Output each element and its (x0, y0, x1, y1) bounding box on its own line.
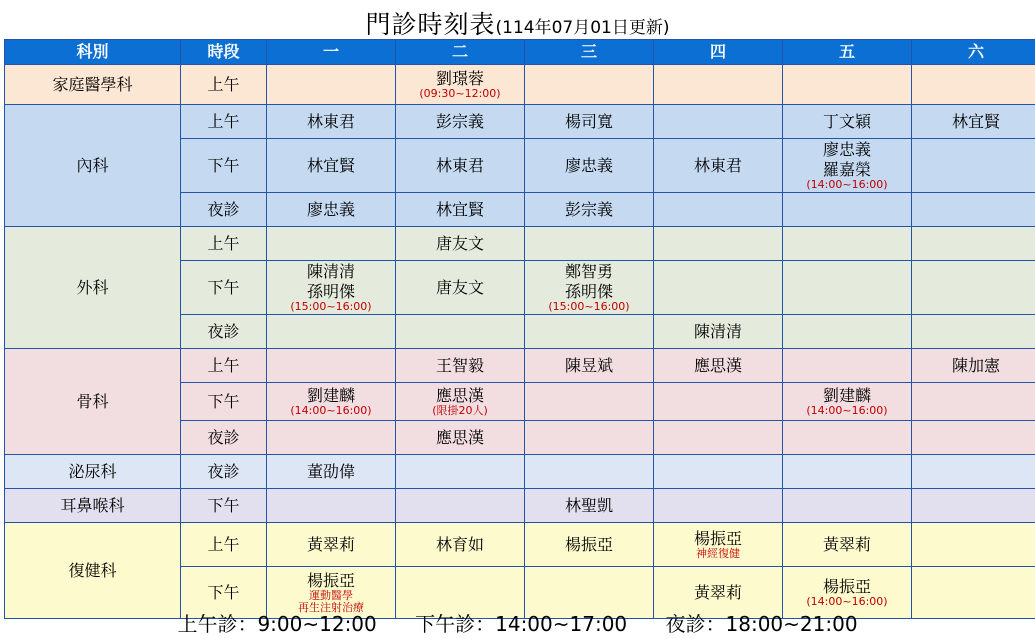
period-cell: 上午 (181, 65, 267, 105)
slot-cell-sat (912, 383, 1035, 421)
hours-afternoon: 下午診：14:00~17:00 (415, 612, 628, 636)
doctor-name: 林宜賢 (951, 111, 1000, 131)
slot-cell-wed (525, 227, 654, 261)
slot-cell-fri (783, 105, 912, 139)
slot-note: (15:00~16:00) (548, 299, 630, 313)
slot-cell-wed (525, 65, 654, 105)
doctor-name: 黃翠莉 (822, 534, 871, 554)
dept-name-cell: 耳鼻喉科 (5, 489, 181, 523)
slot-cell-wed (525, 315, 654, 349)
slot-cell-wed (525, 349, 654, 383)
hours-morning: 上午診：9:00~12:00 (177, 612, 377, 636)
clinic-hours-footer (0, 608, 1035, 637)
slot-cell-sat (912, 261, 1035, 315)
doctor-name: 黃翠莉 (693, 582, 742, 602)
doctor-name: 羅嘉榮 (822, 159, 871, 179)
doctor-name: 唐友文 (435, 277, 484, 297)
doctor-name: 楊司寬 (564, 111, 613, 131)
slot-cell-mon (267, 455, 396, 489)
slot-cell-fri (783, 383, 912, 421)
period-cell: 下午 (181, 139, 267, 193)
doctor-name: 林宜賢 (306, 155, 355, 175)
doctor-name: 廖忠義 (822, 139, 871, 159)
slot-cell-wed (525, 421, 654, 455)
slot-note: 運動醫學 (309, 588, 353, 602)
dept-name-cell: 泌尿科 (5, 455, 181, 489)
doctor-name: 廖忠義 (306, 199, 355, 219)
doctor-name: 林宜賢 (435, 199, 484, 219)
slot-note: (14:00~16:00) (806, 177, 888, 191)
doctor-name: 林育如 (435, 534, 484, 554)
slot-note: (限掛20人) (432, 403, 488, 417)
doctor-name: 丁文穎 (822, 111, 871, 131)
header-period: 時段 (181, 40, 267, 65)
slot-cell-fri (783, 349, 912, 383)
doctor-name: 彭宗義 (435, 111, 484, 131)
page-title-main: 門診時刻表 (365, 10, 496, 39)
table-row (5, 349, 1035, 383)
slot-cell-sat (912, 523, 1035, 567)
slot-cell-mon (267, 383, 396, 421)
slot-cell-sat (912, 193, 1035, 227)
slot-cell-wed (525, 523, 654, 567)
slot-cell-thu (654, 455, 783, 489)
period-cell: 下午 (181, 489, 267, 523)
period-cell: 夜診 (181, 455, 267, 489)
slot-cell-thu (654, 349, 783, 383)
table-row (5, 65, 1035, 105)
slot-cell-wed (525, 193, 654, 227)
slot-cell-thu (654, 489, 783, 523)
slot-cell-wed (525, 139, 654, 193)
slot-note: (14:00~16:00) (290, 403, 372, 417)
slot-note: (14:00~16:00) (806, 594, 888, 608)
slot-cell-mon (267, 523, 396, 567)
header-dept: 科別 (5, 40, 181, 65)
doctor-name: 林聖凱 (564, 495, 613, 515)
slot-cell-sat (912, 315, 1035, 349)
slot-note: 神經復健 (696, 546, 740, 560)
slot-cell-thu (654, 383, 783, 421)
slot-cell-wed (525, 105, 654, 139)
period-cell: 夜診 (181, 315, 267, 349)
slot-cell-fri (783, 139, 912, 193)
slot-cell-sat (912, 489, 1035, 523)
slot-cell-thu (654, 139, 783, 193)
slot-cell-mon (267, 349, 396, 383)
slot-cell-sat (912, 455, 1035, 489)
slot-cell-sat (912, 105, 1035, 139)
header-day-tue: 二 (396, 40, 525, 65)
doctor-name: 劉璟蓉 (435, 68, 484, 88)
slot-cell-sat (912, 65, 1035, 105)
doctor-name: 劉建麟 (822, 385, 871, 405)
doctor-name: 王智毅 (435, 355, 484, 375)
slot-cell-mon (267, 105, 396, 139)
slot-cell-mon (267, 315, 396, 349)
slot-cell-thu (654, 315, 783, 349)
doctor-name: 董劭偉 (306, 461, 355, 481)
period-cell: 下午 (181, 383, 267, 421)
doctor-name: 楊振亞 (693, 528, 742, 548)
slot-cell-tue (396, 261, 525, 315)
table-row (5, 489, 1035, 523)
table-row (5, 523, 1035, 567)
table-row (5, 455, 1035, 489)
slot-cell-fri (783, 489, 912, 523)
table-header-row (5, 40, 1035, 65)
slot-cell-fri (783, 315, 912, 349)
doctor-name: 陳清清 (306, 261, 355, 281)
doctor-name: 楊振亞 (306, 570, 355, 590)
slot-cell-mon (267, 139, 396, 193)
slot-cell-mon (267, 421, 396, 455)
hours-evening: 夜診：18:00~21:00 (665, 612, 858, 636)
slot-cell-mon (267, 261, 396, 315)
slot-cell-fri (783, 261, 912, 315)
doctor-name: 廖忠義 (564, 155, 613, 175)
slot-cell-thu (654, 193, 783, 227)
period-cell: 上午 (181, 105, 267, 139)
slot-cell-wed (525, 383, 654, 421)
doctor-name: 孫明傑 (564, 281, 613, 301)
slot-cell-thu (654, 105, 783, 139)
slot-cell-wed (525, 455, 654, 489)
doctor-name: 陳昱斌 (564, 355, 613, 375)
period-cell: 上午 (181, 227, 267, 261)
period-cell: 夜診 (181, 193, 267, 227)
table-header (5, 40, 1035, 65)
slot-cell-tue (396, 139, 525, 193)
slot-cell-thu (654, 65, 783, 105)
header-day-thu: 四 (654, 40, 783, 65)
doctor-name: 應思漢 (435, 385, 484, 405)
period-cell: 夜診 (181, 421, 267, 455)
slot-cell-thu (654, 523, 783, 567)
doctor-name: 唐友文 (435, 233, 484, 253)
table-row (5, 227, 1035, 261)
doctor-name: 應思漢 (435, 427, 484, 447)
doctor-name: 陳清清 (693, 321, 742, 341)
slot-cell-tue (396, 349, 525, 383)
slot-cell-thu (654, 421, 783, 455)
slot-cell-fri (783, 193, 912, 227)
slot-cell-tue (396, 65, 525, 105)
doctor-name: 林東君 (306, 111, 355, 131)
period-cell: 上午 (181, 349, 267, 383)
doctor-name: 黃翠莉 (306, 534, 355, 554)
slot-cell-sat (912, 227, 1035, 261)
slot-cell-thu (654, 227, 783, 261)
slot-cell-tue (396, 383, 525, 421)
slot-cell-wed (525, 261, 654, 315)
slot-note: (14:00~16:00) (806, 403, 888, 417)
page-title (0, 0, 1035, 39)
period-cell: 下午 (181, 261, 267, 315)
period-cell: 下午 (181, 567, 267, 619)
slot-cell-tue (396, 421, 525, 455)
doctor-name: 應思漢 (693, 355, 742, 375)
doctor-name: 林東君 (693, 155, 742, 175)
slot-cell-tue (396, 105, 525, 139)
slot-cell-sat (912, 139, 1035, 193)
slot-cell-tue (396, 523, 525, 567)
slot-cell-fri (783, 227, 912, 261)
doctor-name: 鄭智勇 (564, 261, 613, 281)
header-day-sat: 六 (912, 40, 1035, 65)
doctor-name: 孫明傑 (306, 281, 355, 301)
dept-name-cell: 外科 (5, 227, 181, 349)
slot-cell-wed (525, 489, 654, 523)
period-cell: 上午 (181, 523, 267, 567)
doctor-name: 彭宗義 (564, 199, 613, 219)
dept-name-cell: 復健科 (5, 523, 181, 619)
header-day-mon: 一 (267, 40, 396, 65)
slot-cell-tue (396, 315, 525, 349)
slot-note: (09:30~12:00) (419, 86, 501, 100)
slot-cell-mon (267, 489, 396, 523)
doctor-name: 陳加憲 (951, 355, 1000, 375)
dept-name-cell: 內科 (5, 105, 181, 227)
slot-cell-mon (267, 65, 396, 105)
slot-cell-tue (396, 193, 525, 227)
slot-cell-sat (912, 421, 1035, 455)
slot-cell-mon (267, 193, 396, 227)
slot-note: (15:00~16:00) (290, 299, 372, 313)
header-day-wed: 三 (525, 40, 654, 65)
slot-cell-tue (396, 227, 525, 261)
slot-cell-thu (654, 261, 783, 315)
table-body (5, 65, 1035, 619)
slot-note: 再生注射治療 (298, 600, 364, 614)
dept-name-cell: 家庭醫學科 (5, 65, 181, 105)
page-title-sub: (114年07月01日更新) (495, 18, 670, 38)
slot-cell-fri (783, 455, 912, 489)
dept-name-cell: 骨科 (5, 349, 181, 455)
slot-cell-tue (396, 489, 525, 523)
doctor-name: 楊振亞 (822, 576, 871, 596)
slot-cell-fri (783, 523, 912, 567)
slot-cell-tue (396, 455, 525, 489)
slot-cell-fri (783, 421, 912, 455)
header-day-fri: 五 (783, 40, 912, 65)
schedule-table (4, 39, 1035, 619)
doctor-name: 林東君 (435, 155, 484, 175)
slot-cell-mon (267, 227, 396, 261)
table-row (5, 105, 1035, 139)
doctor-name: 楊振亞 (564, 534, 613, 554)
slot-cell-fri (783, 65, 912, 105)
doctor-name: 劉建麟 (306, 385, 355, 405)
slot-cell-sat (912, 349, 1035, 383)
